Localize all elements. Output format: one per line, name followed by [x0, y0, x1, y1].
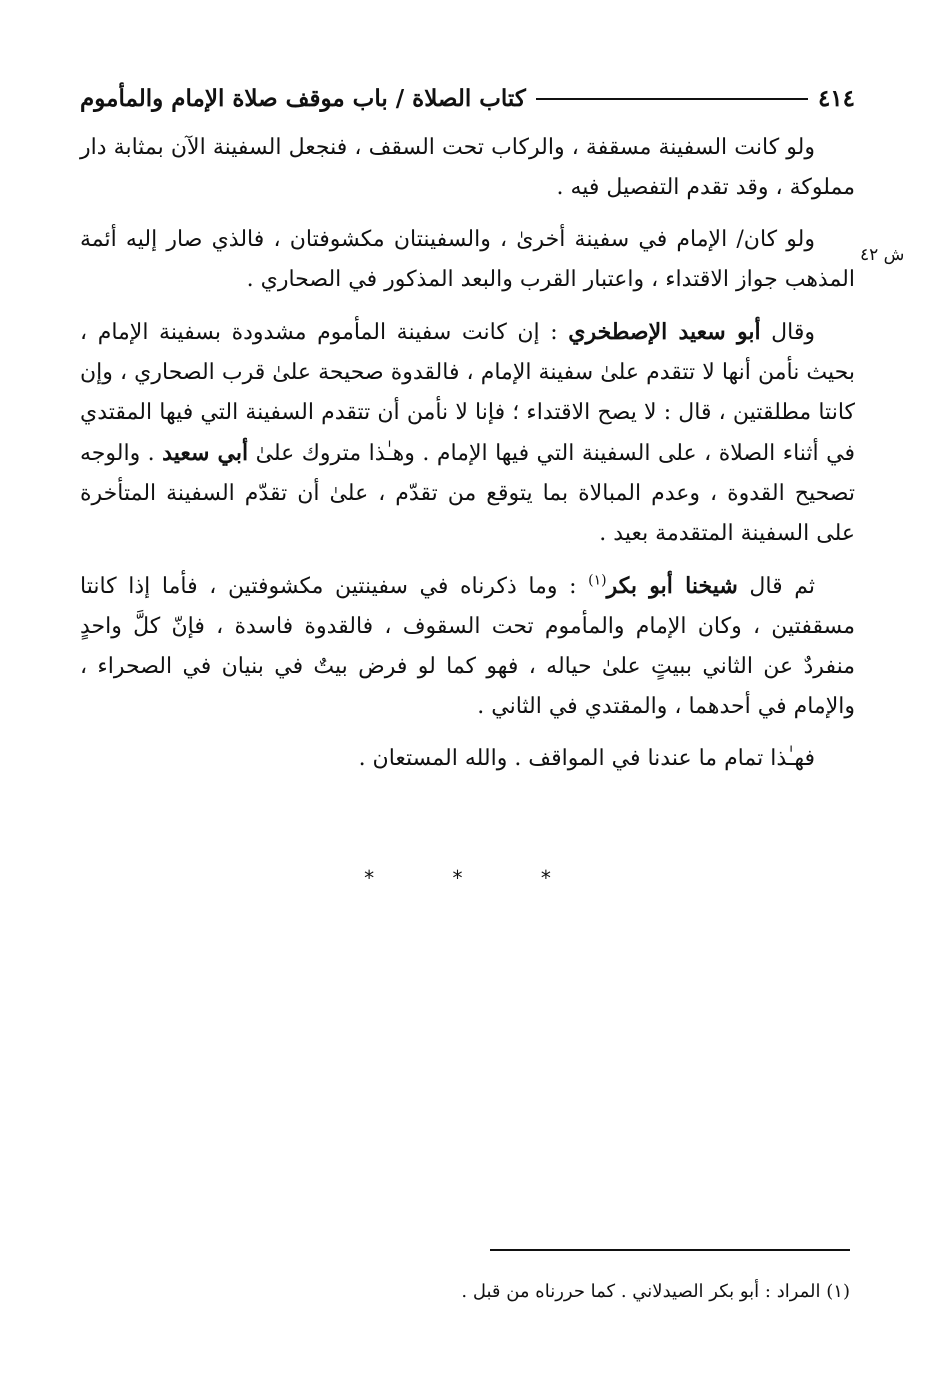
- paragraph-4: [80, 566, 855, 727]
- paragraph-5: فهـٰذا تمام ما عندنا في المواقف . والله المستعان .: [358, 746, 815, 771]
- main-text: [80, 128, 855, 791]
- header-title: كتاب الصلاة / باب موقف صلاة الإمام والمأموم: [80, 85, 526, 112]
- header-rule: [536, 98, 808, 100]
- paragraph-2: ولو كان/ الإمام في سفينة أخرىٰ ، والسفينتان مكشوفتان ، فالذي صار إليه أئمة المذهب جواز الاقتداء ، واعتبار القرب والبعد المذكور في الصحاري .: [80, 227, 855, 292]
- paragraph-4-part-1: ثم قال: [737, 574, 815, 599]
- paragraph-1: ولو كانت السفينة مسقفة ، والركاب تحت السقف ، فنجعل السفينة الآن بمثابة دار مملوكة ، وقد تقدم التفصيل فيه .: [80, 135, 855, 200]
- scholar-name-abu-said: أبي سعيد: [162, 440, 249, 466]
- footnote-text: المراد : أبو بكر الصيدلاني . كما حررناه من قبل .: [461, 1281, 821, 1302]
- margin-manuscript-note: ش ٤٢: [860, 245, 905, 265]
- paragraph-3-part-3: . والوجه تصحيح القدوة ، وعدم المبالاة بما يتوقع من تقدّم ، علىٰ أن تقدّم السفينة المتأخرة على السفينة المتقدمة بعيد .: [80, 441, 855, 546]
- running-header: [80, 72, 855, 112]
- footnote-rule: [490, 1249, 850, 1251]
- page-number: ٤١٤: [817, 85, 855, 112]
- paragraph-3-part-1: وقال: [760, 320, 815, 345]
- paragraph-3-part-2: : إن كانت سفينة المأموم مشدودة بسفينة الإمام ، بحيث نأمن أنها لا تتقدم علىٰ سفينة الإمام ، فالقدوة صحيحة علىٰ قرب الصحاري ، وإن كانتا مطلقتين ، قال : لا يصح الاقتداء ؛ فإنا لا نأمن أن تتقدم السفينة التي فيها المقتدي في أثناء الصلاة ، على السفينة التي فيها الإمام . وهـٰذا متروك علىٰ: [80, 320, 855, 466]
- footnote: [380, 1278, 850, 1306]
- paragraph-4-part-2: : وما ذكرناه في سفينتين مكشوفتين ، فأما إذا كانتا مسقفتين ، وكان الإمام والمأموم تحت السقوف ، فالقدوة فاسدة ، فإنّ كلَّ واحدٍ منفردٌ عن الثاني ببيتٍ علىٰ حياله ، فهو كما لو فرض بيتٌ في بنيان في الصحراء ، والإمام في أحدهما ، والمقتدي في الثاني .: [80, 574, 855, 719]
- scholar-name-abu-bakr: شيخنا أبو بكر: [606, 573, 738, 599]
- footnote-number: (١): [826, 1281, 850, 1302]
- section-separator-stars: * * *: [364, 866, 587, 890]
- paragraph-3: [80, 312, 855, 554]
- scholar-name-istakhri: أبو سعيد الإصطخري: [568, 319, 761, 345]
- footnote-reference: (١): [588, 572, 607, 589]
